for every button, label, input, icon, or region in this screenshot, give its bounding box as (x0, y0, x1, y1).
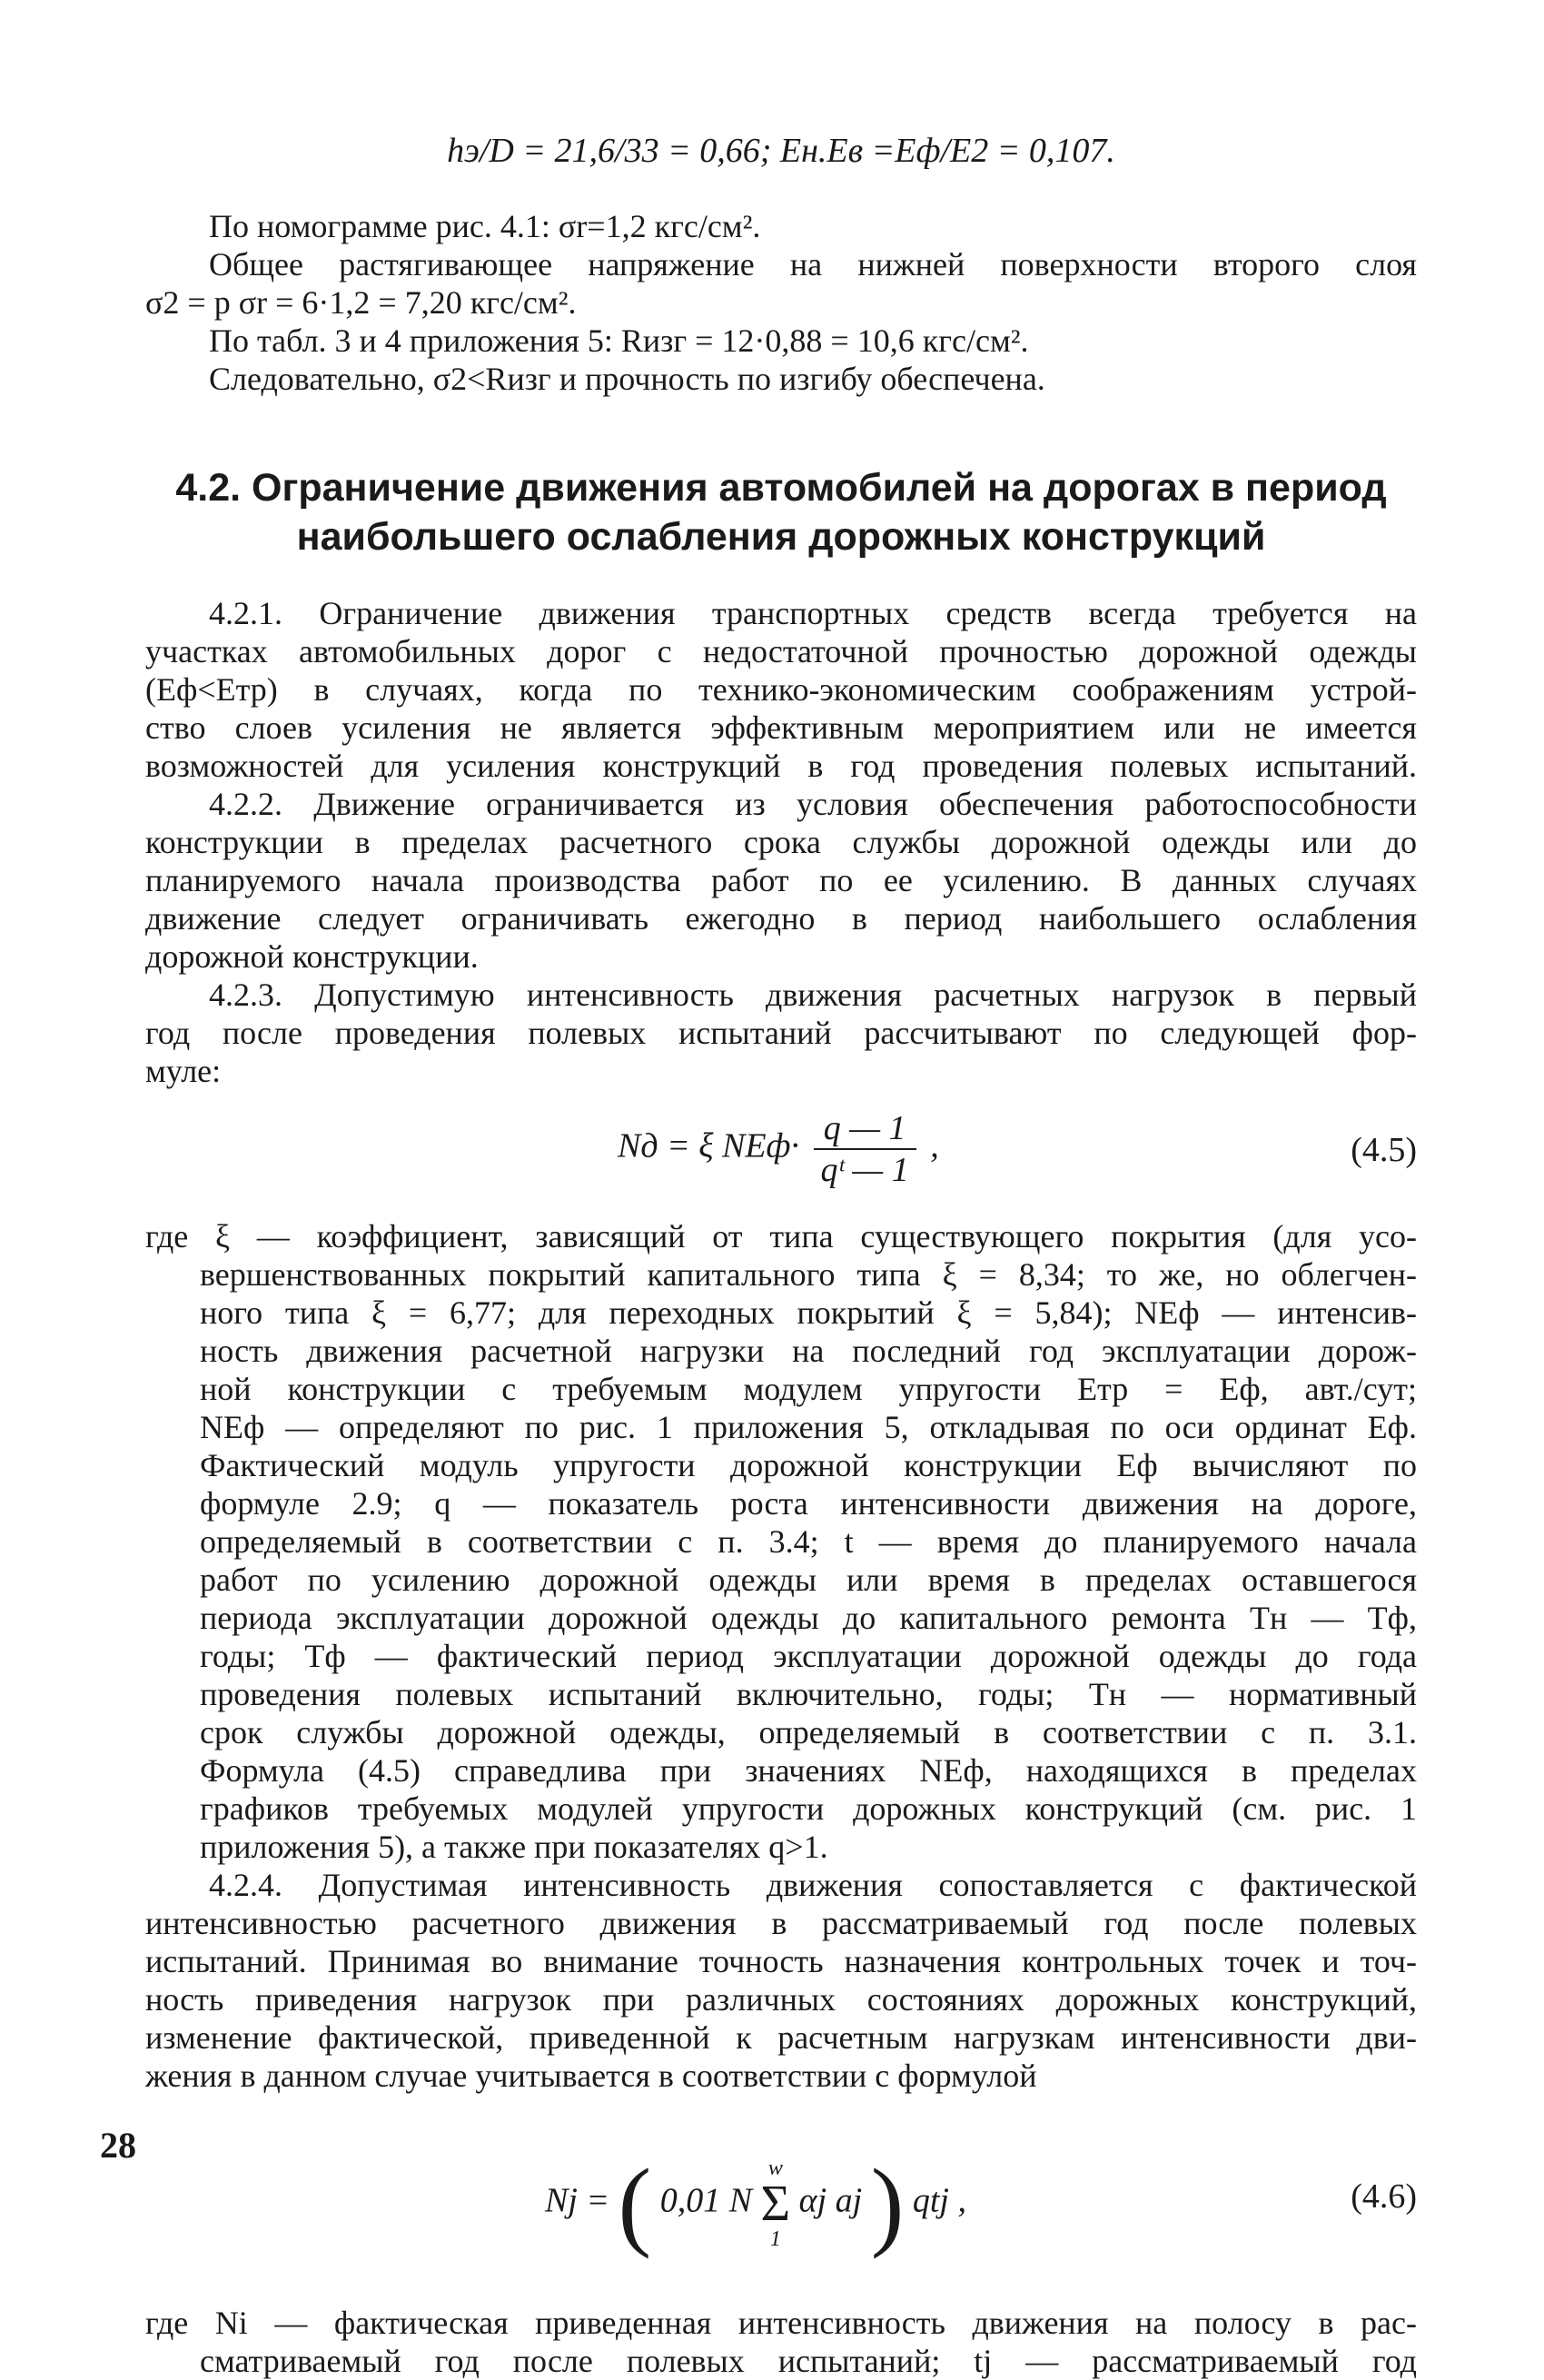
paragraph-line: ность приведения нагрузок при различных состояниях дорожных конструкций, (145, 1981, 1417, 2018)
paragraph-line: испытаний. Принимая во внимание точность назначения контрольных точек и точ- (145, 1943, 1417, 1979)
equation-4-6 (145, 2122, 1417, 2286)
where-line: вершенствованных покрытий капитального типа ξ = 8,34; то же, но облегчен- (200, 1256, 1417, 1293)
paragraph-line: 4.2.3. Допустимую интенсивность движения расчетных нагрузок в первый (209, 977, 1417, 1013)
equation-inner: 0,01 N (659, 2181, 753, 2220)
equation-lhs: Nj = (545, 2181, 610, 2220)
right-paren: ) (870, 2148, 905, 2259)
paragraph-4-2-1 (145, 594, 1417, 785)
paragraph-4-2-2 (145, 785, 1417, 976)
fraction-numerator: q — 1 (814, 1108, 916, 1150)
where-line: ность движения расчетной нагрузки на последний год эксплуатации дорож- (200, 1333, 1417, 1369)
where-block-4-5 (145, 1217, 1417, 1866)
where-line: приложения 5), а также при показателях q>1. (200, 1829, 828, 1865)
equation-number: (4.6) (1351, 2177, 1417, 2216)
paragraph-line: муле: (145, 1053, 222, 1089)
heading-line-2: наибольшего ослабления дорожных конструкций (296, 515, 1266, 559)
intro-line: Следовательно, σ2<Rизг и прочность по изгибу обеспечена. (209, 361, 1045, 397)
paragraph-line: 4.2.4. Допустимая интенсивность движения сопоставляется с фактической (209, 1867, 1417, 1903)
where-line: графиков требуемых модулей упругости дорожных конструкций (см. рис. 1 (200, 1790, 1417, 1827)
where-line: срок службы дорожной одежды, определяемый в соответствии с п. 3.1. (200, 1714, 1417, 1750)
intro-block (145, 207, 1417, 398)
paragraph-line: интенсивностью расчетного движения в рассматриваемый год после полевых (145, 1905, 1417, 1941)
heading-line-1: 4.2. Ограничение движения автомобилей на дорогах в период (175, 466, 1387, 510)
where-line: работ по усилению дорожной одежды или время в пределах оставшегося (200, 1562, 1417, 1598)
paragraph-4-2-3 (145, 976, 1417, 1090)
equation-fraction (814, 1108, 916, 1190)
paragraph-line: год после проведения полевых испытаний рассчитывают по следующей фор- (145, 1015, 1417, 1051)
where-line: где ξ — коэффициент, зависящий от типа существующего покрытия (для усо- (145, 1218, 1417, 1254)
equation-summand: αj aj (798, 2181, 863, 2220)
where-line: Формула (4.5) справедлива при значениях NEф, находящихся в пределах (200, 1752, 1417, 1789)
sum-lower-limit: 1 (769, 2227, 781, 2251)
paragraph-line: изменение фактической, приведенной к расчетным нагрузкам интенсивности дви- (145, 2019, 1417, 2056)
equation-number: (4.5) (1351, 1131, 1417, 1169)
paragraph-line: возможностей для усиления конструкций в год проведения полевых испытаний. (145, 748, 1417, 784)
paragraph-line: ство слоев усиления не является эффективным мероприятием или не имеется (145, 709, 1417, 746)
paragraph-line: планируемого начала производства работ по ее усилению. В данных случаях (145, 862, 1417, 898)
page-number: 28 (100, 2125, 136, 2166)
section-heading (145, 463, 1417, 561)
where-line: ного типа ξ = 6,77; для переходных покрытий ξ = 5,84); NEф — интенсив- (200, 1294, 1417, 1331)
paragraph-line: жения в данном случае учитывается в соответствии с формулой (145, 2058, 1037, 2094)
where-line: периода эксплуатации дорожной одежды до капитального ремонта Tн — Tф, (200, 1600, 1417, 1636)
equation-4-5 (145, 1090, 1417, 1217)
equation-lhs: Nд = ξ NEф· (618, 1126, 800, 1165)
page-content (145, 127, 1417, 2380)
paragraph-line: конструкции в пределах расчетного срока службы дорожной одежды или до (145, 824, 1417, 860)
paragraph-line: 4.2.2. Движение ограничивается из условия обеспечения работоспособности (209, 786, 1417, 822)
summation (761, 2155, 791, 2253)
where-line: определяемый в соответствии с п. 3.4; t — время до планируемого начала (200, 1523, 1417, 1560)
equation-4-6-body (545, 2148, 966, 2259)
sigma-symbol: Σ (760, 2176, 791, 2232)
where-line: годы; Tф — фактический период эксплуатации дорожной одежды до года (200, 1638, 1417, 1674)
left-paren: ( (618, 2148, 652, 2259)
intro-line: По табл. 3 и 4 приложения 5: Rизг = 12·0,88 = 10,6 кгс/см². (209, 322, 1029, 359)
paragraph-line: дорожной конструкции. (145, 938, 479, 975)
where-line: формуле 2.9; q — показатель роста интенсивности движения на дороге, (200, 1485, 1417, 1522)
equation-tail: , (930, 1126, 939, 1165)
fraction-denominator: qᵗ — 1 (820, 1151, 909, 1189)
equation-4-5-body (618, 1108, 939, 1190)
where-line: проведения полевых испытаний включительно, годы; Tн — нормативный (200, 1676, 1417, 1712)
where-block-4-6 (145, 2304, 1417, 2380)
where-line: где Ni — фактическая приведенная интенсивность движения на полосу в рас- (145, 2305, 1417, 2341)
equation-exponent: qtj , (912, 2181, 966, 2220)
paragraph-line: участках автомобильных дорог с недостаточной прочностью дорожной одежды (145, 633, 1417, 669)
where-line: ной конструкции с требуемым модулем упругости Eтр = Eф, авт./сут; (200, 1371, 1417, 1407)
paragraph-4-2-4 (145, 1866, 1417, 2095)
where-line: сматриваемый год после полевых испытаний; tj — рассматриваемый год (200, 2343, 1417, 2379)
intro-line: Общее растягивающее напряжение на нижней поверхности второго слоя (209, 246, 1417, 283)
paragraph-line: 4.2.1. Ограничение движения транспортных средств всегда требуется на (209, 595, 1417, 631)
top-formula: hэ/D = 21,6/33 = 0,66; Eн.Eв =Eф/E2 = 0,107. (447, 132, 1115, 170)
paragraph-line: (Eф<Eтр) в случаях, когда по технико-экономическим соображениям устрой- (145, 671, 1417, 708)
intro-line: σ2 = p σr = 6·1,2 = 7,20 кгс/см². (145, 284, 577, 321)
intro-line: По номограмме рис. 4.1: σr=1,2 кгс/см². (209, 208, 761, 244)
sum-upper-limit: w (767, 2157, 783, 2180)
where-line: NEф — определяют по рис. 1 приложения 5, откладывая по оси ординат Eф. (200, 1409, 1417, 1445)
where-line: Фактический модуль упругости дорожной конструкции Eф вычисляют по (200, 1447, 1417, 1483)
paragraph-line: движение следует ограничивать ежегодно в период наибольшего ослабления (145, 900, 1417, 937)
